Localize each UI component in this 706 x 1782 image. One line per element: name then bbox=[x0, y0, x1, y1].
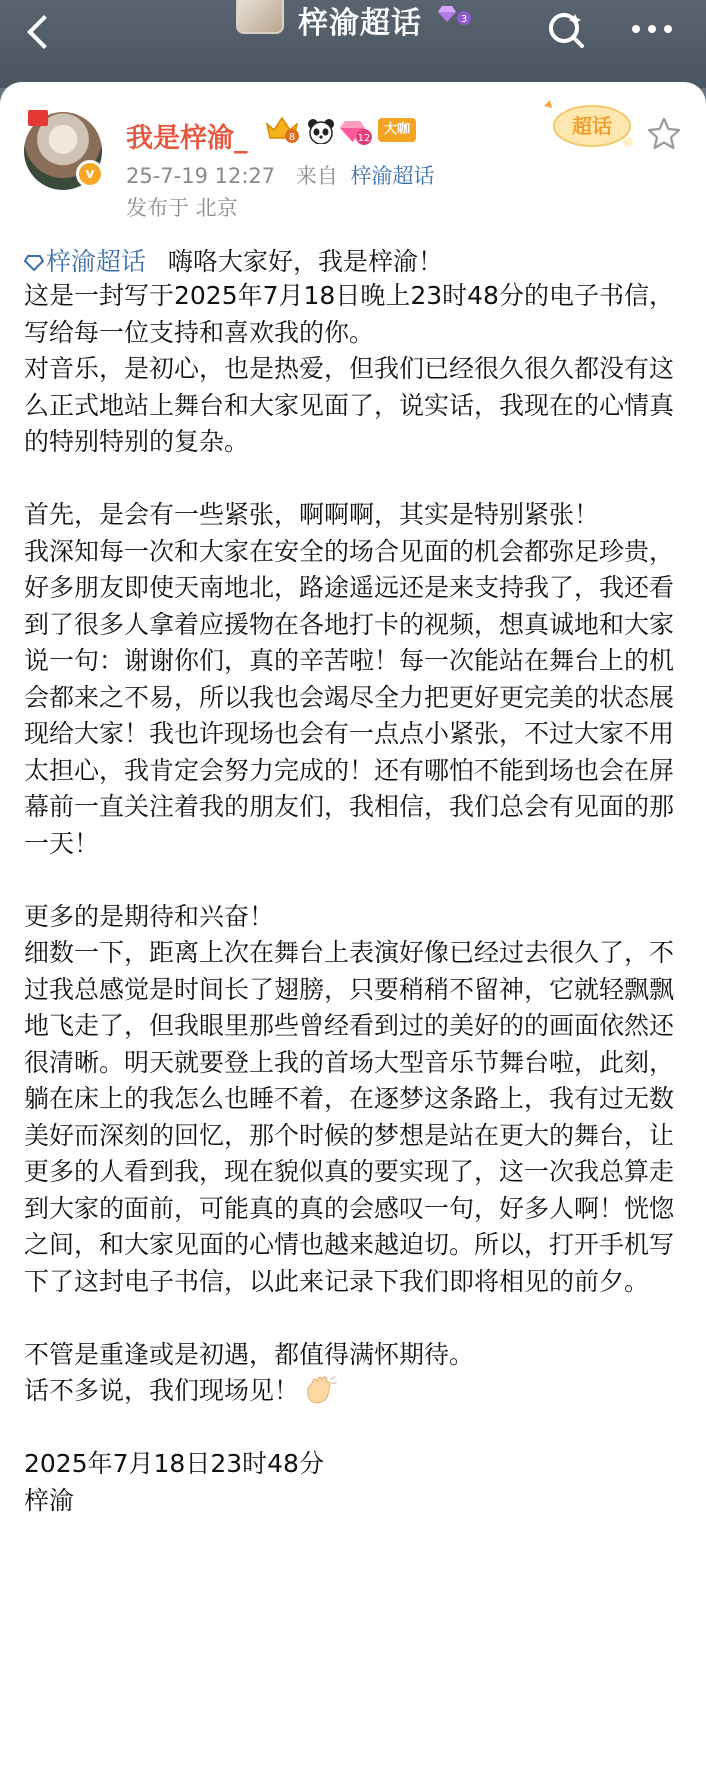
paragraph: 细数一下，距离上次在舞台上表演好像已经过去很久了，不过我总感觉是时间长了翅膀，只要稍稍不留神，它就轻飘飘地飞走了，但我眼里那些曾经看到过的美好的的画面依然还很清晰。明天就要登上我的首场大型音乐节舞台啦，此刻，躺在床上的我怎么也睡不着，在逐梦这条路上，我有过无数美好而深刻的回忆，那个时候的梦想是站在更大的舞台，让更多的人看到我，现在貌似真的要实现了，这一次我总算走到大家的面前，可能真的真的会感叹一句，好多人啊！恍惚之间，和大家见面的心情也越来越迫切。所以，打开手机写下了这封电子书信，以此来记录下我们即将相见的前夕。 bbox=[24, 938, 675, 1296]
paragraph-gap bbox=[24, 1300, 684, 1337]
post-location: 发布于 北京 bbox=[126, 196, 238, 220]
topic-link[interactable]: 梓渝超话 bbox=[46, 247, 147, 276]
paragraph-gap bbox=[24, 862, 684, 899]
signature-date: 2025年7月18日23时48分 bbox=[24, 1449, 324, 1478]
paragraph: 更多的是期待和兴奋！ bbox=[24, 901, 275, 931]
post-body bbox=[24, 278, 684, 1519]
crown-level-text: 8 bbox=[288, 132, 296, 143]
signature-name: 梓渝 bbox=[24, 1485, 75, 1515]
verified-badge-icon: v bbox=[76, 160, 104, 188]
greeting-text: 嗨咯大家好，我是梓渝！ bbox=[168, 247, 444, 276]
paragraph: 首先，是会有一些紧张，啊啊啊，其实是特别紧张！ bbox=[24, 500, 600, 529]
paragraph: 对音乐，是初心，也是热爱，但我们已经很久很久都没有这么正式地站上舞台和大家见面了，说实话，我现在的心情真的特别特别的复杂。 bbox=[24, 354, 675, 456]
panda-badge-icon bbox=[306, 118, 336, 144]
gem-level-text: 3 bbox=[460, 14, 468, 25]
page-title: 梓渝超话 bbox=[298, 6, 422, 41]
paragraph-gap bbox=[24, 461, 684, 498]
post-time: 25-7-19 12:27 bbox=[126, 164, 276, 188]
diamond-level-icon bbox=[438, 2, 472, 26]
topic-row bbox=[24, 242, 443, 278]
paragraph-gap bbox=[24, 1410, 684, 1447]
big-shot-badge: 大咖 bbox=[378, 118, 416, 142]
chaohua-stamp-icon bbox=[540, 96, 638, 152]
crown-badge-icon bbox=[264, 114, 300, 144]
post-meta bbox=[126, 160, 435, 190]
more-dots-icon[interactable] bbox=[632, 18, 682, 38]
paragraph: 这是一封写于2025年7月18日晚上23时48分的电子书信，写给每一位支持和喜欢我的你。 bbox=[24, 281, 674, 347]
top-bar bbox=[0, 0, 706, 88]
paragraph: 我深知每一次和大家在安全的场合见面的机会都弥足珍贵，好多朋友即使天南地北，路途遥远还是来支持我了，我还看到了很多人拿着应援物在各地打卡的视频，想真诚地和大家说一句：谢谢你们，真的辛苦啦！每一次能站在舞台上的机会都来之不易，所以我也会竭尽全力把更好更完美的状态展现给大家！我也许现场也会有一点点小紧张，不过大家不用太担心，我肯定会努力完成的！还有哪怕不能到场也会在屏幕前一直关注着我的朋友们，我相信，我们总会有见面的那一天！ bbox=[24, 536, 675, 858]
source-link[interactable]: 梓渝超话 bbox=[350, 164, 435, 188]
from-label: 来自 bbox=[295, 164, 338, 188]
star-icon[interactable] bbox=[646, 116, 682, 152]
gem-badge-icon bbox=[340, 116, 372, 146]
closing-line bbox=[24, 1373, 684, 1410]
username[interactable]: 我是梓渝_ bbox=[126, 123, 248, 154]
stamp-text: 超话 bbox=[572, 114, 612, 138]
gem-level-text: 12 bbox=[357, 133, 371, 144]
search-icon[interactable] bbox=[546, 10, 586, 50]
topic-diamond-icon bbox=[24, 254, 44, 272]
closing-text: 话不多说，我们现场见！ bbox=[24, 1376, 300, 1405]
waving-hand-emoji bbox=[303, 1375, 337, 1405]
flag-icon bbox=[28, 110, 48, 126]
header-avatar[interactable] bbox=[236, 0, 284, 34]
paragraph: 不管是重逢或是初遇，都值得满怀期待。 bbox=[24, 1339, 475, 1369]
back-arrow-icon[interactable] bbox=[20, 10, 60, 54]
